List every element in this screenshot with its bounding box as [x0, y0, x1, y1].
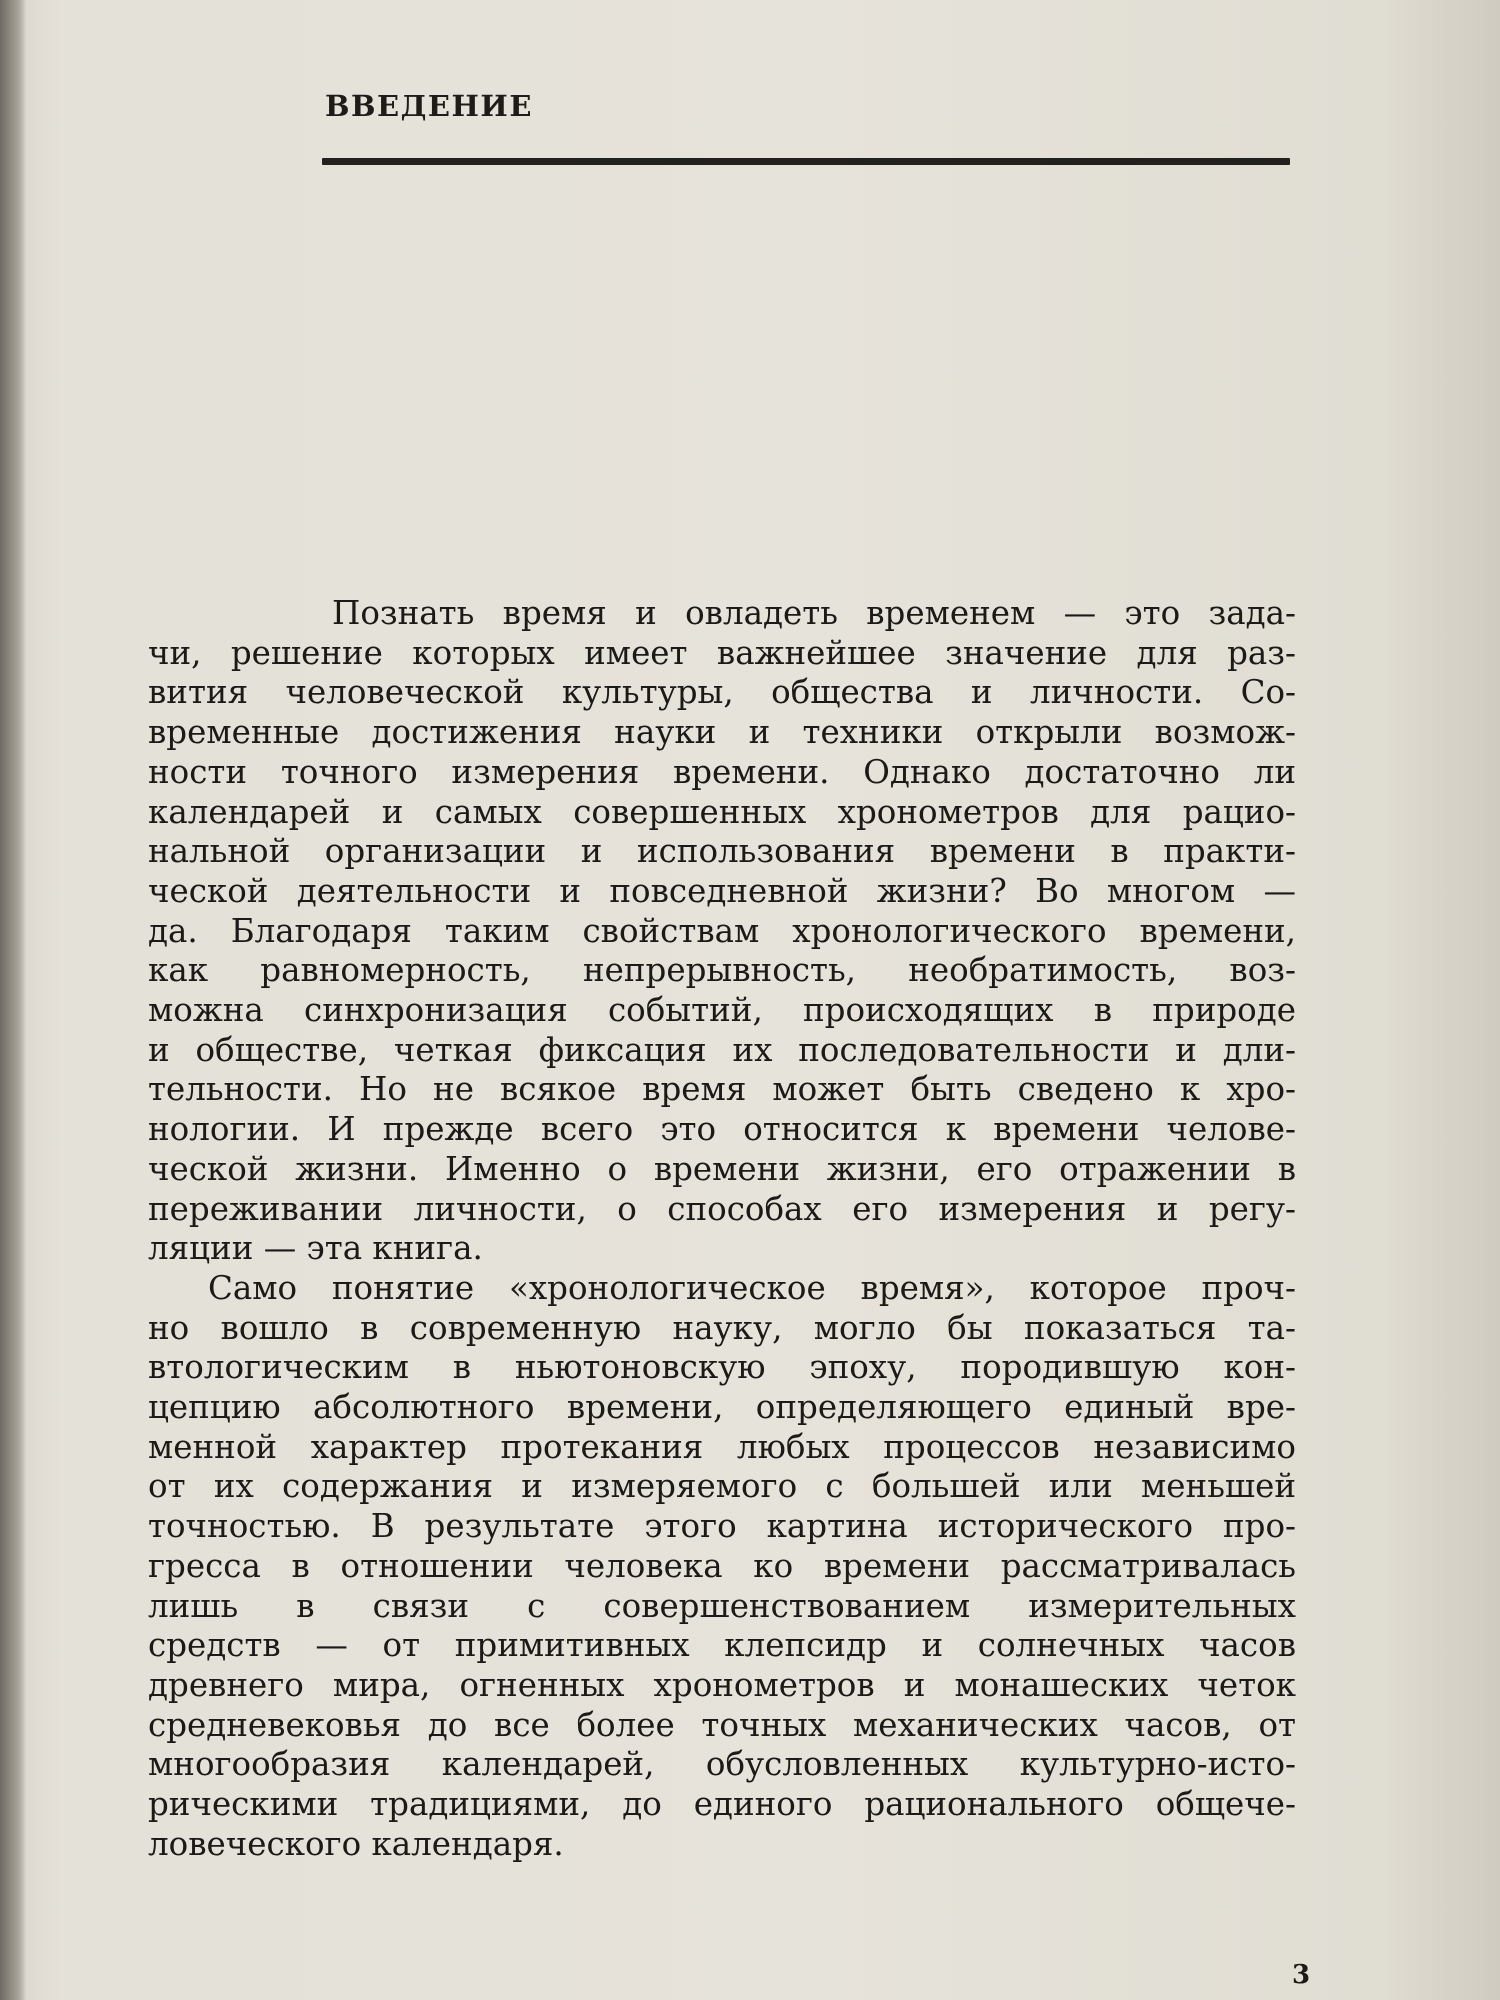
text-line: ляции — эта книга. [148, 1229, 483, 1268]
text-line: средневековья до все более точных механических часов, от [148, 1705, 1296, 1744]
page-number: 3 [1292, 1960, 1311, 1990]
heading-rule [322, 158, 1290, 165]
text-line: переживании личности, о способах его измерения и регу- [148, 1189, 1296, 1228]
text-line: да. Благодаря таким свойствам хронологического времени, [148, 911, 1296, 950]
text-line: лишь в связи с совершенствованием измерительных [148, 1586, 1296, 1625]
text-line: тельности. Но не всякое время может быть сведено к хро- [148, 1070, 1296, 1109]
text-line: чи, решение которых имеет важнейшее значение для раз- [148, 633, 1296, 672]
text-line: гресса в отношении человека ко времени рассматривалась [148, 1546, 1296, 1585]
text-line: рическими традициями, до единого рационального общече- [148, 1785, 1296, 1824]
text-line: нологии. И прежде всего это относится к времени челове- [148, 1110, 1296, 1149]
text-line: нальной организации и использования времени в практи- [148, 832, 1296, 871]
text-line: и обществе, четкая фиксация их последовательности и дли- [148, 1030, 1296, 1069]
text-line: временные достижения науки и техники открыли возмож- [148, 713, 1296, 752]
text-line: ловеческого календаря. [148, 1824, 564, 1863]
text-line: но вошло в современную науку, могло бы показаться та- [148, 1308, 1296, 1347]
text-line: средств — от примитивных клепсидр и солнечных часов [148, 1626, 1296, 1665]
text-line: цепцию абсолютного времени, определяющего единый вре- [148, 1388, 1296, 1427]
text-line: менной характер протекания любых процессов независимо [148, 1427, 1296, 1466]
text-line: втологическим в ньютоновскую эпоху, породившую кон- [148, 1348, 1296, 1387]
text-line: вития человеческой культуры, общества и личности. Со- [148, 673, 1296, 712]
text-line: календарей и самых совершенных хронометров для рацио- [148, 792, 1296, 831]
text-line: Познать время и овладеть временем — это зада- [332, 594, 1296, 632]
body-text [148, 594, 1296, 1865]
text-line: многообразия календарей, обусловленных культурно-исто- [148, 1745, 1296, 1784]
text-line: древнего мира, огненных хронометров и монашеских четок [148, 1665, 1296, 1704]
text-line: ности точного измерения времени. Однако достаточно ли [148, 752, 1296, 791]
text-line: Само понятие «хронологическое время», которое проч- [208, 1268, 1296, 1307]
text-line: ческой жизни. Именно о времени жизни, его отражении в [148, 1149, 1296, 1188]
chapter-heading: ВВЕДЕНИЕ [325, 89, 533, 123]
paragraph-2 [148, 1269, 1296, 1865]
text-line: ческой деятельности и повседневной жизни? Во многом — [148, 871, 1296, 910]
text-line: как равномерность, непрерывность, необратимость, воз- [148, 951, 1296, 990]
text-line: от их содержания и измеряемого с большей или меньшей [148, 1467, 1296, 1506]
text-line: можна синхронизация событий, происходящих в природе [148, 991, 1296, 1030]
text-line: точностью. В результате этого картина исторического про- [148, 1507, 1296, 1546]
paragraph-1 [148, 594, 1296, 1269]
